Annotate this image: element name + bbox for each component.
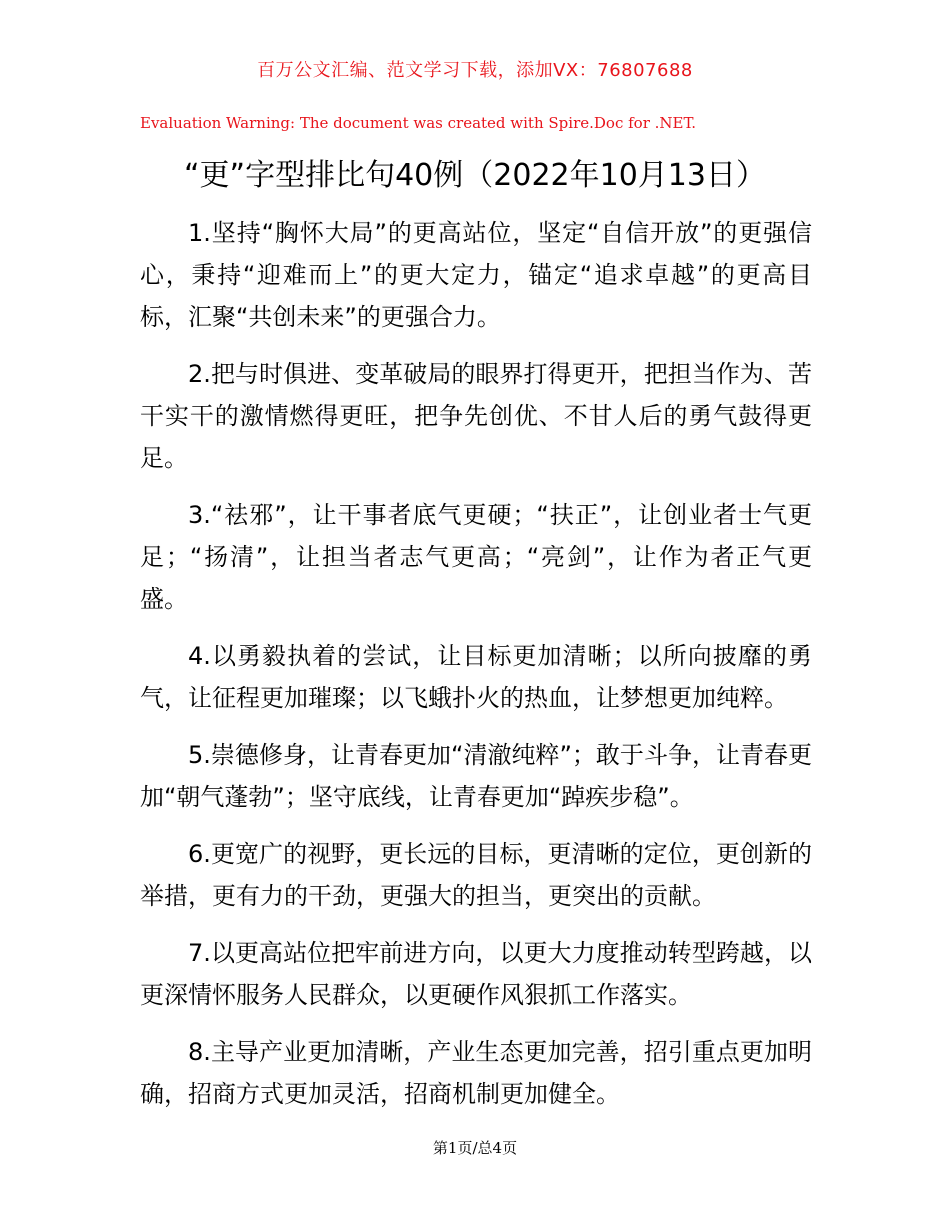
paragraph-3: 3.“祛邪”，让干事者底气更硬；“扶正”，让创业者士气更足；“扬清”，让担当者志气更高；“亮剑”，让作为者正气更盛。 <box>140 501 812 613</box>
paragraph-5: 5.崇德修身，让青春更加“清澈纯粹”；敢于斗争，让青春更加“朝气蓬勃”；坚守底线，让青春更加“踔疾步稳”。 <box>140 741 812 811</box>
evaluation-warning: Evaluation Warning: The document was created with Spire.Doc for .NET. <box>140 114 697 132</box>
header-banner: 百万公文汇编、范文学习下载，添加VX：76807688 <box>257 60 693 81</box>
document-body <box>140 212 812 1130</box>
paragraph-4: 4.以勇毅执着的尝试，让目标更加清晰；以所向披靡的勇气，让征程更加璀璨；以飞蛾扑火的热血，让梦想更加纯粹。 <box>140 642 812 712</box>
paragraph-7: 7.以更高站位把牢前进方向，以更大力度推动转型跨越，以更深情怀服务人民群众，以更硬作风狠抓工作落实。 <box>140 939 812 1009</box>
document-title: “更”字型排比句40例（2022年10月13日） <box>184 158 766 193</box>
paragraph-2: 2.把与时俱进、变革破局的眼界打得更开，把担当作为、苦干实干的激情燃得更旺，把争先创优、不甘人后的勇气鼓得更足。 <box>140 360 812 472</box>
paragraph-1: 1.坚持“胸怀大局”的更高站位，坚定“自信开放”的更强信心，秉持“迎难而上”的更大定力，锚定“追求卓越”的更高目标，汇聚“共创未来”的更强合力。 <box>140 219 812 331</box>
paragraph-6: 6.更宽广的视野，更长远的目标，更清晰的定位，更创新的举措，更有力的干劲，更强大的担当，更突出的贡献。 <box>140 840 812 910</box>
paragraph-8: 8.主导产业更加清晰，产业生态更加完善，招引重点更加明确，招商方式更加灵活，招商机制更加健全。 <box>140 1038 812 1108</box>
page-footer: 第1页/总4页 <box>432 1139 518 1157</box>
